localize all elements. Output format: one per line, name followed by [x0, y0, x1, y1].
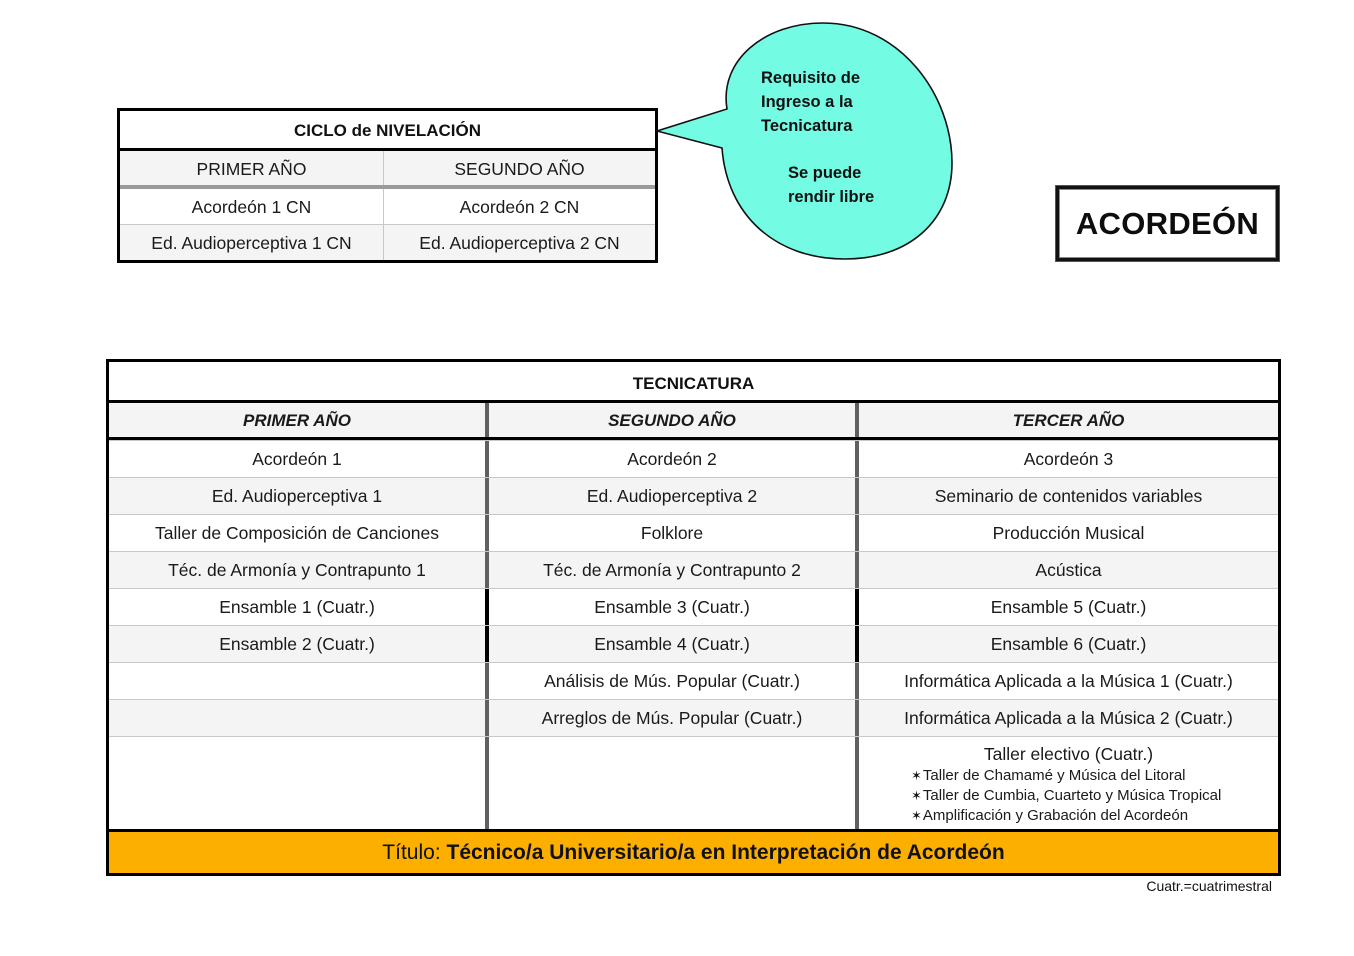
table-cell: Ensamble 5 (Cuatr.) [855, 589, 1278, 625]
table-cell [109, 700, 485, 736]
degree-name: Técnico/a Universitario/a en Interpretación de Acordeón [446, 841, 1005, 864]
bubble-free-exam-text [788, 161, 918, 209]
degree-title-bar [109, 829, 1278, 873]
table-cell: Arreglos de Mús. Popular (Cuatr.) [485, 700, 855, 736]
bubble-line: Tecnicatura [761, 117, 853, 135]
table-cell: Ed. Audioperceptiva 1 [211, 486, 383, 506]
table-cell: Ensamble 3 (Cuatr.) [485, 589, 855, 625]
table-row [120, 224, 655, 260]
table-row [109, 514, 1278, 551]
table-cell: Análisis de Mús. Popular (Cuatr.) [485, 663, 855, 699]
asterisk-icon: ✶ [911, 768, 922, 783]
bubble-line: Se puede [788, 164, 862, 182]
header-tercer-ano: TERCER AÑO [855, 403, 1278, 437]
table-cell: Téc. de Armonía y Contrapunto 2 [485, 552, 855, 588]
table-row [109, 625, 1278, 662]
table-cell: Acordeón 2 CN [383, 189, 655, 224]
elective-cell [855, 737, 1278, 829]
header-segundo-ano: SEGUNDO AÑO [485, 403, 855, 437]
table-cell: Ed. Audioperceptiva 1 CN [151, 233, 352, 253]
table-cell: Taller de Composición de Canciones [154, 523, 440, 543]
table-row [109, 551, 1278, 588]
asterisk-icon: ✶ [911, 808, 922, 823]
table-cell: Ensamble 2 (Cuatr.) [219, 634, 375, 654]
header-primer-ano: PRIMER AÑO [196, 159, 307, 179]
table-cell [109, 663, 485, 699]
table-cell: Ed. Audioperceptiva 2 CN [383, 225, 655, 260]
degree-label: Título: [382, 841, 441, 864]
table-cell-empty [109, 737, 485, 829]
table-cell: Informática Aplicada a la Música 1 (Cuatr.) [855, 663, 1278, 699]
table-row [120, 189, 655, 224]
ciclo-nivelacion-header-row [120, 151, 655, 189]
elective-option [911, 786, 1278, 806]
elective-option-label: Taller de Cumbia, Cuarteto y Música Tropical [922, 787, 1222, 804]
elective-title: Taller electivo (Cuatr.) [983, 744, 1154, 764]
asterisk-icon: ✶ [911, 788, 922, 803]
table-cell: Acústica [855, 552, 1278, 588]
table-row [109, 477, 1278, 514]
bubble-line: rendir libre [788, 188, 875, 206]
table-cell-empty [485, 737, 855, 829]
elective-option-label: Taller de Chamamé y Música del Litoral [922, 767, 1186, 784]
tecnicatura-header-row [109, 403, 1278, 440]
table-row [109, 440, 1278, 477]
table-cell: Seminario de contenidos variables [855, 478, 1278, 514]
table-cell: Acordeón 1 [252, 449, 342, 469]
tecnicatura-table [106, 359, 1281, 876]
elective-list [859, 766, 1278, 826]
instrument-name: ACORDEÓN [1075, 205, 1260, 241]
elective-option [911, 766, 1278, 786]
bubble-requirement-text [761, 66, 911, 138]
ciclo-nivelacion-title: CICLO de NIVELACIÓN [120, 111, 655, 151]
bubble-line: Ingreso a la [761, 93, 853, 111]
header-segundo-ano: SEGUNDO AÑO [383, 151, 655, 185]
table-row [109, 588, 1278, 625]
table-cell: Acordeón 2 [485, 441, 855, 477]
elective-option-label: Amplificación y Grabación del Acordeón [922, 807, 1189, 824]
table-cell: Acordeón 1 CN [191, 197, 312, 217]
table-cell: Informática Aplicada a la Música 2 (Cuatr.) [855, 700, 1278, 736]
table-cell: Ed. Audioperceptiva 2 [485, 478, 855, 514]
table-cell: Ensamble 4 (Cuatr.) [485, 626, 855, 662]
footnote: Cuatr.=cuatrimestral [1146, 878, 1272, 894]
table-row-elective [109, 736, 1278, 829]
table-cell: Ensamble 6 (Cuatr.) [855, 626, 1278, 662]
tecnicatura-title: TECNICATURA [109, 362, 1278, 403]
ciclo-nivelacion-table [117, 108, 658, 263]
table-row [109, 699, 1278, 736]
header-primer-ano: PRIMER AÑO [243, 411, 351, 430]
table-cell: Ensamble 1 (Cuatr.) [219, 597, 375, 617]
bubble-line: Requisito de [761, 69, 861, 87]
table-cell: Producción Musical [855, 515, 1278, 551]
table-cell: Téc. de Armonía y Contrapunto 1 [168, 560, 426, 580]
table-cell: Acordeón 3 [855, 441, 1278, 477]
table-row [109, 662, 1278, 699]
speech-bubble [655, 20, 955, 260]
elective-option [911, 806, 1278, 826]
table-cell: Folklore [485, 515, 855, 551]
instrument-stamp [1056, 186, 1279, 261]
speech-bubble-shape [655, 20, 955, 260]
